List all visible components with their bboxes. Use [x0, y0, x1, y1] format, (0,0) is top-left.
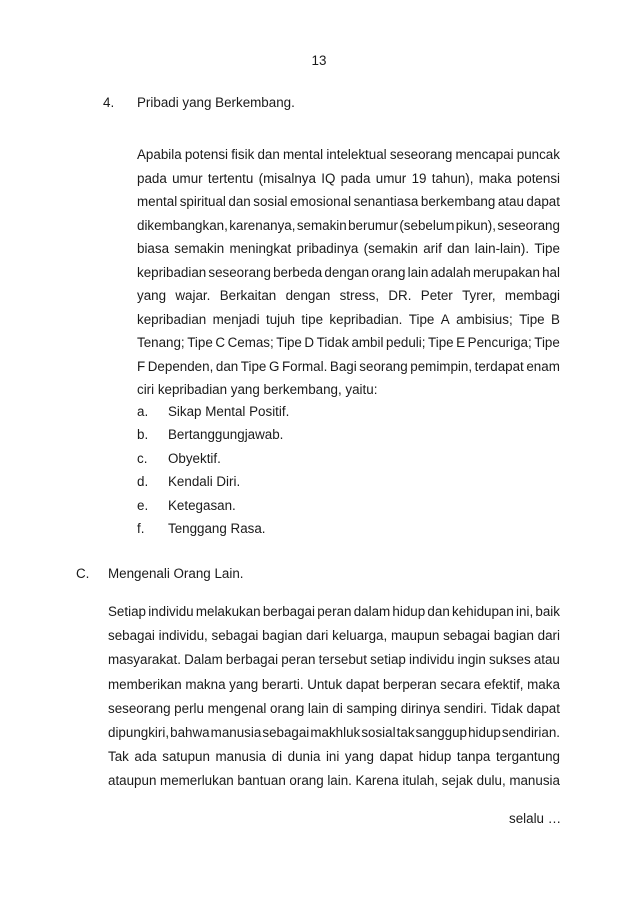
paragraph-line: mental spiritual dan sosial emosional senantiasa berkembang atau dapat	[137, 194, 560, 209]
paragraph-line: biasa semakin meningkat pribadinya (semakin arif dan lain-lain). Tipe	[137, 241, 560, 256]
list-item-text: Obyektif.	[168, 451, 221, 466]
paragraph-line: masyarakat. Dalam berbagai peran tersebut setiap individu ingin sukses atau	[108, 652, 560, 668]
section-4-title: Pribadi yang Berkembang.	[137, 95, 295, 110]
page-number: 13	[311, 53, 327, 68]
section-4-paragraph	[137, 147, 560, 406]
paragraph-line: kepribadian menjadi tujuh tipe kepribadian. Tipe A ambisius; Tipe B	[137, 311, 560, 327]
paragraph-line: pada umur tertentu (misalnya IQ pada umur 19 tahun), maka potensi	[137, 170, 560, 186]
list-item-marker: d.	[137, 474, 149, 489]
paragraph-line: Tenang; Tipe C Cemas; Tipe D Tidak ambil peduli; Tipe E Pencuriga; Tipe	[137, 335, 560, 350]
section-4-number: 4.	[103, 95, 115, 110]
paragraph-line: ciri kepribadian yang berkembang, yaitu:	[137, 382, 378, 397]
list-item-marker: c.	[137, 451, 148, 466]
list-item-text: Bertanggungjawab.	[168, 427, 284, 442]
section-c-title: Mengenali Orang Lain.	[108, 566, 244, 581]
list-item-marker: a.	[137, 404, 149, 419]
list-item-text: Sikap Mental Positif.	[168, 404, 290, 419]
paragraph-line: Tak ada satupun manusia di dunia ini yang dapat hidup tanpa tergantung	[108, 749, 560, 765]
list-item-marker: f.	[137, 521, 145, 536]
continuation-text: selalu …	[509, 811, 562, 826]
paragraph-line: memberikan makna yang berarti. Untuk dapat berperan secara efektif, maka	[108, 676, 560, 692]
section-c-paragraph	[108, 604, 560, 798]
paragraph-line: dikembangkan, karenanya, semakin berumur (sebelum pikun), seseorang	[137, 217, 560, 233]
paragraph-line: yang wajar. Berkaitan dengan stress, DR. Peter Tyrer, membagi	[137, 288, 560, 303]
paragraph-line: sebagai individu, sebagai bagian dari keluarga, maupun sebagai bagian dari	[108, 628, 560, 644]
section-c-number: C.	[76, 566, 90, 581]
paragraph-line: ataupun memerlukan bantuan orang lain. Karena itulah, sejak dulu, manusia	[108, 773, 560, 789]
list-item-text: Kendali Diri.	[168, 474, 241, 489]
paragraph-line: kepribadian seseorang berbeda dengan orang lain adalah merupakan hal	[137, 264, 560, 280]
paragraph-line: F Dependen, dan Tipe G Formal. Bagi seorang pemimpin, terdapat enam	[137, 358, 560, 374]
paragraph-line: dipungkiri, bahwa manusia sebagai makhluk sosial tak sanggup hidup sendirian.	[108, 724, 560, 740]
list-item-text: Ketegasan.	[168, 498, 236, 513]
paragraph-line: Setiap individu melakukan berbagai peran dalam hidup dan kehidupan ini, baik	[108, 604, 560, 619]
list-item-marker: e.	[137, 498, 149, 513]
paragraph-line: Apabila potensi fisik dan mental intelektual seseorang mencapai puncak	[137, 147, 560, 162]
list-item-marker: b.	[137, 427, 149, 442]
paragraph-line: seseorang perlu mengenal orang lain di samping dirinya sendiri. Tidak dapat	[108, 700, 560, 716]
list-item-text: Tenggang Rasa.	[168, 521, 266, 536]
